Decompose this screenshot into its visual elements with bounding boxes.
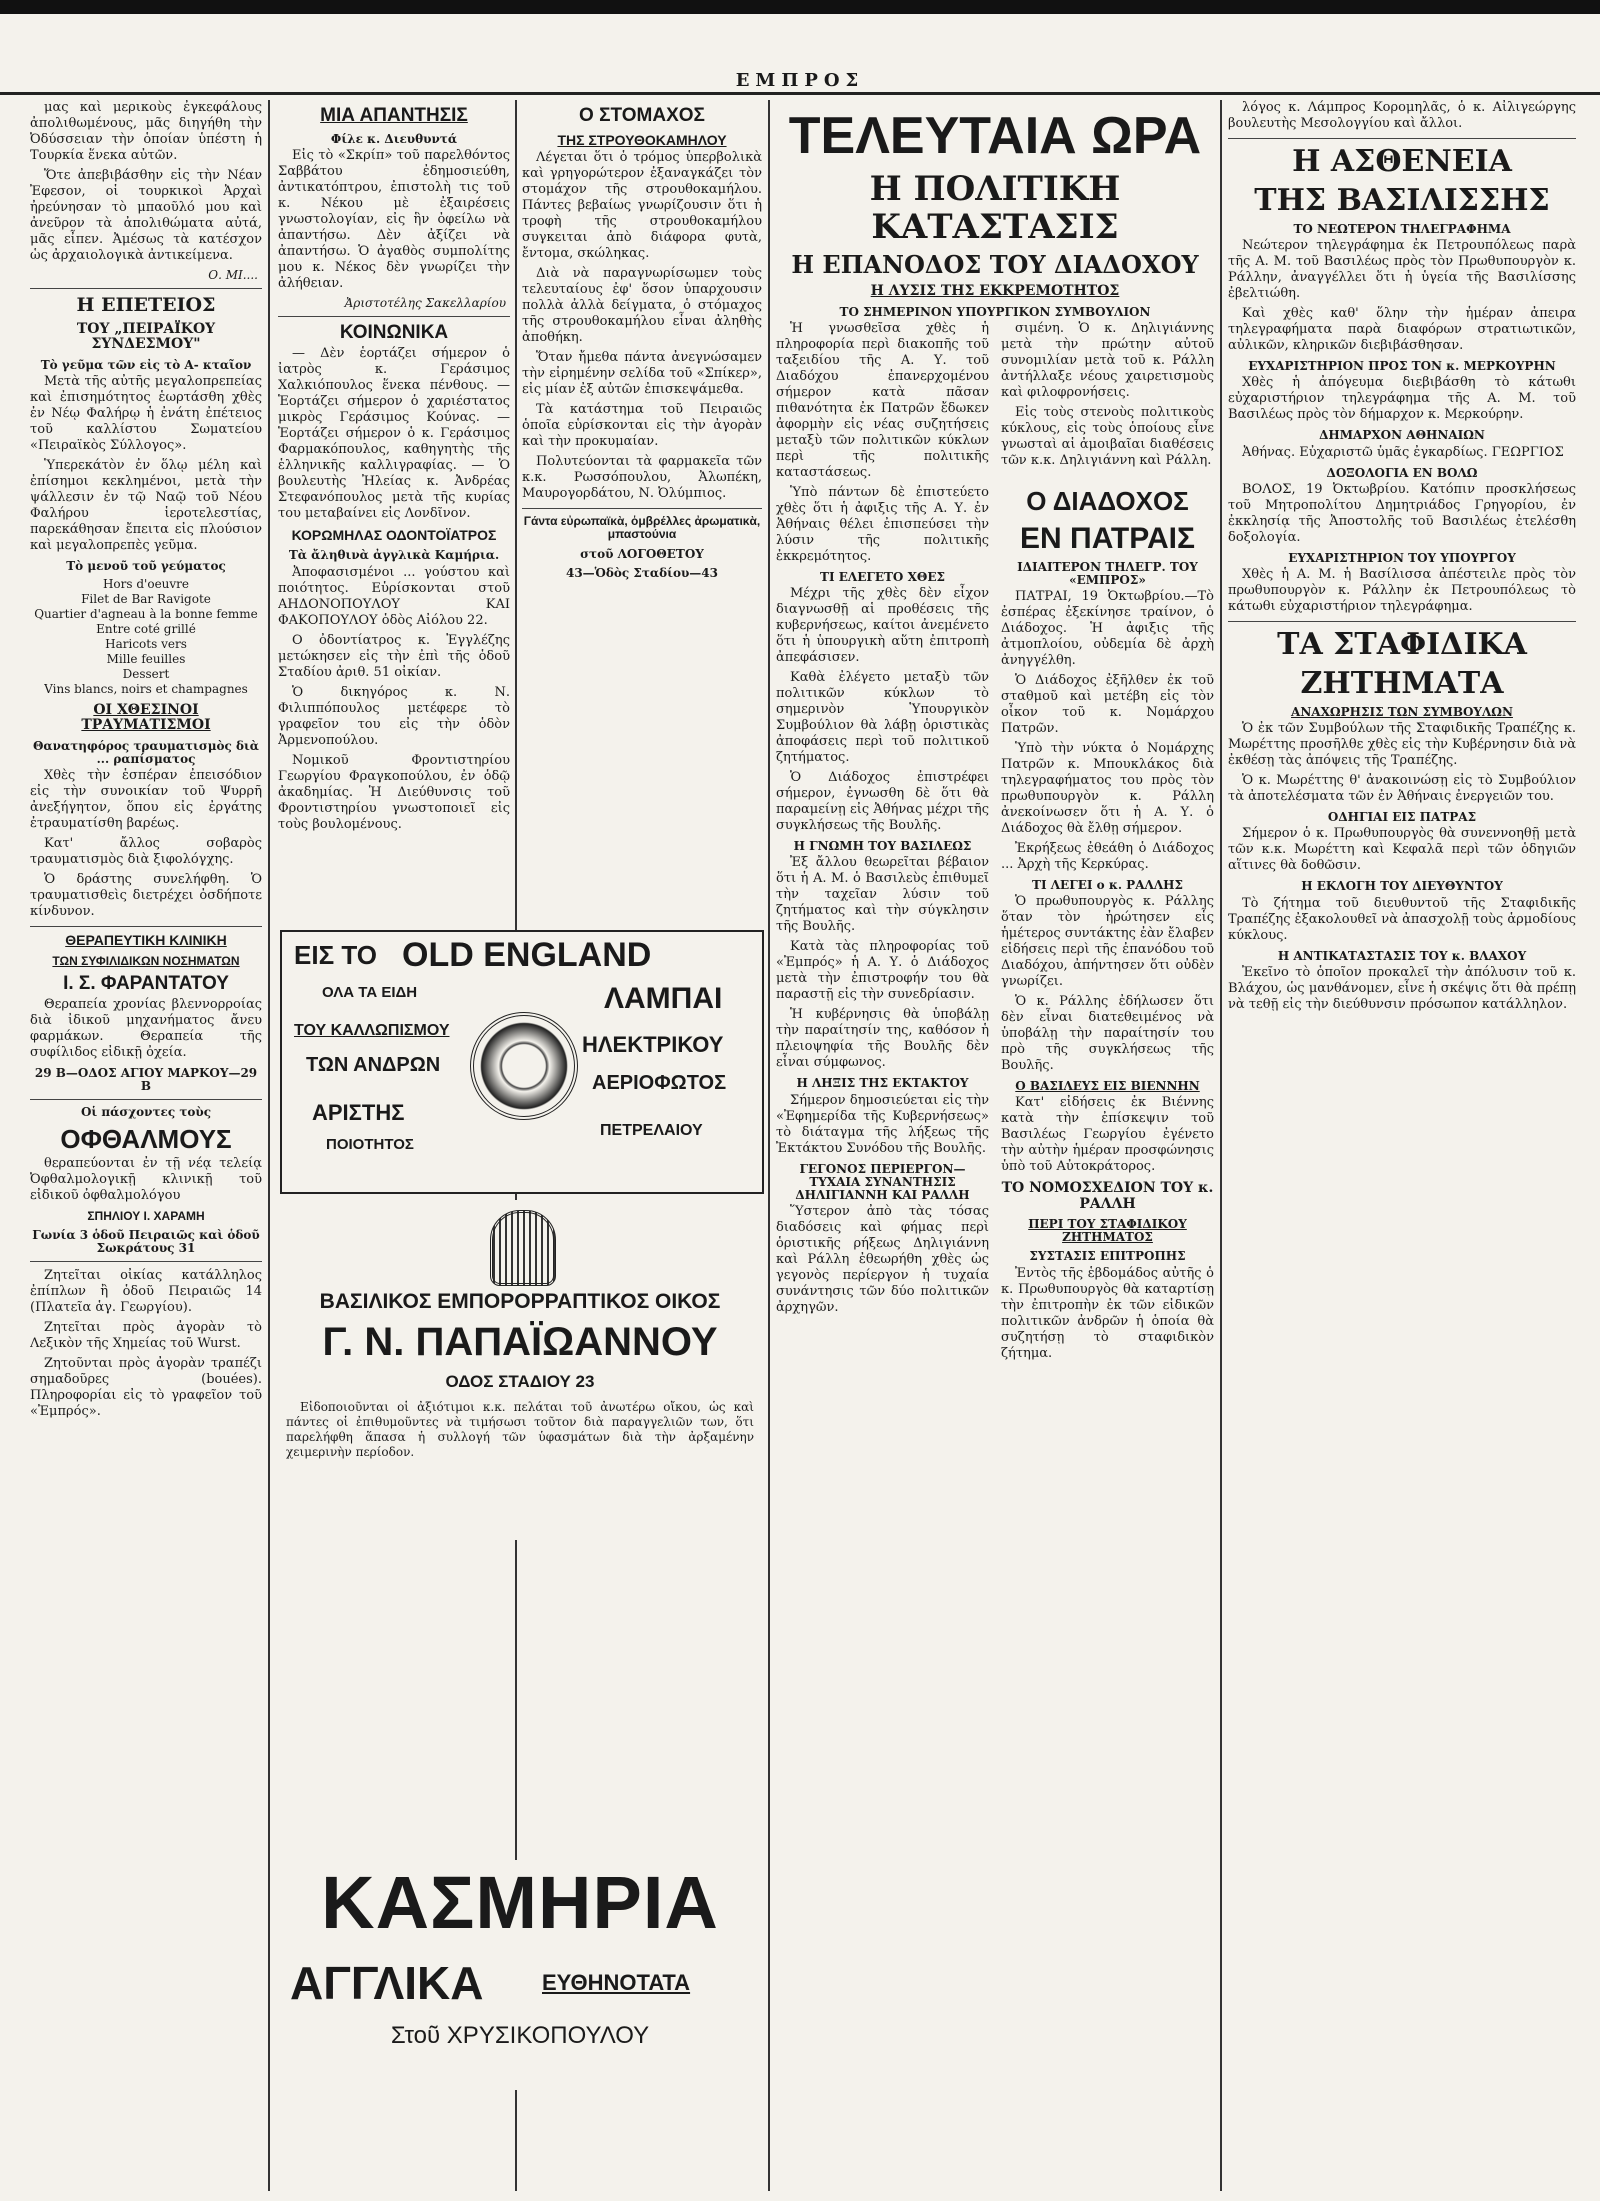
- section-title: ΕΥΧΑΡΙΣΤΗΡΙΟΝ ΠΡΟΣ ΤΟΝ κ. ΜΕΡΚΟΥΡΗΝ: [1248, 359, 1556, 374]
- section-title: ΔΗΜΑΡΧΟΝ ΑΘΗΝΑΙΩΝ: [1319, 428, 1485, 443]
- menu-item: Quartier d'agneau à la bonne femme: [34, 607, 258, 622]
- article-text: Καθὰ ἐλέγετο μεταξὺ τῶν πολιτικῶν κύκλων τὸ σημερινὸν Ὑπουργικὸν Συμβούλιον θὰ λάβῃ ὁριστικὰς ἀποφάσεις περὶ τοῦ πολιτικοῦ ζητήματος.: [776, 670, 989, 766]
- signature: Ο. ΜΙ....: [208, 268, 258, 282]
- coat-of-arms-icon: [490, 1210, 556, 1286]
- menu-item: Entre coté grillé: [96, 622, 196, 637]
- ad-doctor-name: ΣΠΗΛΙΟΥ Ι. ΧΑΡΑΜΗ: [87, 1208, 205, 1223]
- article-text: Ὑπὸ τὴν νύκτα ὁ Νομάρχης Πατρῶν κ. Μπουκλάκος διὰ τηλεγραφήματος του πρὸς τὸν πρωθυπουργὸν κ. Ράλλη ἀνεκοίνωσεν ὅτι ἡ Α. Υ. ὁ Διάδοχος θὰ ἔλθῃ σήμερον.: [1001, 740, 1214, 836]
- article-text: Κατ' εἰδήσεις ἐκ Βιέννης κατὰ τὴν ἐπίσκεψιν τοῦ Βασιλέως Γεωργίου ἐγένετο τὴν αὐτὴν ἡμέραν προσφώνησις ὑπὸ τοῦ Αὐτοκράτορος.: [1001, 1095, 1214, 1175]
- column-divider: [268, 100, 270, 2191]
- article-text: Χθὲς ἡ ἀπόγευμα διεβιβάσθη τὸ κάτωθι εὐχαριστήριον τηλεγράφημα τῆς Α. Μ. τοῦ Βασιλέως πρὸς τὸν δήμαρχον κ. Μερκούρην.: [1228, 375, 1576, 423]
- divider: [30, 1261, 262, 1262]
- ad-text: Θεραπεία χρονίας βλεννορροίας διὰ ἰδικοῦ μηχανήματος ἄνευ φαρμάκων. Θεραπεία τῆς συφίλιδος εἰδικῇ ὀχεία.: [30, 996, 262, 1060]
- article-text: Σήμερον ὁ κ. Πρωθυπουργὸς θὰ συνεννοηθῇ μετὰ τῶν κ.κ. Μωρέττη καὶ Κεφαλᾶ περὶ τῶν ὁδηγιῶν αἵτινες θὰ δοθῶσιν.: [1228, 826, 1576, 874]
- menu-item: Dessert: [122, 667, 170, 682]
- ad-text: θεραπεύονται ἐν τῇ νέᾳ τελείᾳ Ὀφθαλμολογικῇ κλινικῇ τοῦ εἰδικοῦ ὀφθαλμολόγου: [30, 1155, 262, 1203]
- article-text: Σήμερον δημοσιεύεται εἰς τὴν «Ἐφημερίδα τῆς Κυβερνήσεως» τὸ διάταγμα τῆς λήξεως τῆς Ἐκτάκτου Συνόδου τῆς Βουλῆς.: [776, 1092, 989, 1156]
- subcolumn-right: [1001, 321, 1214, 1366]
- cashmere-ad: [280, 1860, 760, 2090]
- ad-text: ΤΟΥ ΚΑΛΛΩΠΙΣΜΟΥ: [294, 1022, 450, 1039]
- headline: ΖΗΤΗΜΑΤΑ: [1300, 665, 1504, 701]
- article-text: Ἡ γνωσθεῖσα χθὲς ἡ πληροφορία περὶ διακοπῆς τοῦ ταξειδίου τῆς Α. Υ. τοῦ Διαδόχου ἐπανερχομένου σήμερον κατὰ πᾶσαν πιθανότητα ἐκ Πατρῶν ἔδωκεν ἀφορμὴν εἰς νέας συζητήσεις μεταξὺ τῶν πολιτικῶν κύκλων περὶ τῆς πολιτικῆς καταστάσεως.: [776, 320, 989, 480]
- ad-text: ΠΟΙΟΤΗΤΟΣ: [326, 1136, 414, 1153]
- ad-text: ΕΙΣ ΤΟ: [294, 940, 378, 970]
- ad-text: Ἀποφασισμένοι ... γούστου καὶ ποιότητος. Εὑρίσκονται στοῦ ΑΗΔΟΝΟΠΟΥΛΟΥ ΚΑΙ ΦΑΚΟΠΟΥΛΟΥ ὁδὸς Αἰόλου 22.: [278, 564, 510, 628]
- section-title: ΔΟΞΟΛΟΓΙΑ ΕΝ ΒΟΛΩ: [1326, 465, 1478, 480]
- ad-headline: ΘΕΡΑΠΕΥΤΙΚΗ ΚΛΙΝΙΚΗ: [65, 932, 227, 949]
- article-text: Ἐκρήξεως ἐθεάθη ὁ Διάδοχος ... Ἀρχὴ τῆς Κερκύρας.: [1001, 840, 1214, 872]
- section-title: ΟΔΗΓΙΑΙ ΕΙΣ ΠΑΤΡΑΣ: [1327, 810, 1477, 825]
- headline: ΟΙ ΧΘΕΣΙΝΟΙ ΤΡΑΥΜΑΤΙΣΜΟΙ: [81, 702, 211, 734]
- ad-text: ΒΑΣΙΛΙΚΟΣ ΕΜΠΟΡΟΡΡΑΠΤΙΚΟΣ ΟΙΚΟΣ: [319, 1290, 721, 1313]
- ad-shop-name: στοῦ ΛΟΓΟΘΕΤΟΥ: [580, 546, 704, 561]
- divider: [1228, 621, 1576, 622]
- article-text: Ὁ πρωθυπουργὸς κ. Ράλλης ὅταν τὸν ἠρώτησεν εἷς ἡμέτερος συντάκτης ἐὰν ἔλαβεν εἰδήσεις περὶ τῆς ἐπανόδου τοῦ Διαδόχου, ἀπήντησεν ὅτι οὐδὲν γνωρίζει.: [1001, 894, 1214, 990]
- article-text: Διὰ νὰ παραγνωρίσωμεν τοὺς τελευταίους ἐφ' ὅσον ὑπαρχουσιν πολλὰ ἀλλὰ δείγματα, ὁ στόμαχος τῆς στρουθοκαμήλου εἶναι ἀληθὴς ἀποθήκη.: [522, 266, 762, 346]
- ad-text: ΕΥΘΗΝΟΤΑΤΑ: [542, 1970, 691, 1995]
- article-text: λόγος κ. Λάμπρος Κορομηλᾶς, ὁ κ. Αἰλιγεώργης βουλευτὴς Μεσολογγίου καὶ ἄλλοι.: [1228, 100, 1576, 131]
- article-text: Ὁ ἐκ τῶν Συμβούλων τῆς Σταφιδικῆς Τραπέζης κ. Μωρέττης προσῆλθε χθὲς εἰς τὴν Κυβέρνησιν διὰ νὰ ἐκθέσῃ τὰς ἀπόψεις τῆς Τραπέζης.: [1228, 721, 1576, 769]
- article-text: Ἐξ ἄλλου θεωρεῖται βέβαιον ὅτι ἡ Α. Μ. ὁ Βασιλεὺς ἐπιθυμεῖ τὴν ταχεῖαν λύσιν τοῦ ζητήματος καὶ τὴν σύγκλησιν τῆς Βουλῆς.: [776, 855, 989, 935]
- subheadline: Φίλε κ. Διευθυντά: [330, 131, 458, 146]
- article-text: Ἐντὸς τῆς ἑβδομάδος αὐτῆς ὁ κ. Πρωθυπουργὸς θὰ καταρτίσῃ τὴν ἐπιτροπὴν ἐκ τῶν εἰδικῶν πολιτικῶν ἀνδρῶν ἡ ὁποία θὰ συζητήσῃ τὸ σταφιδικὸν ζήτημα.: [1001, 1265, 1214, 1361]
- menu-item: Mille feuilles: [106, 652, 186, 667]
- article-text: ΒΟΛΟΣ, 19 Ὀκτωβρίου. Κατόπιν προσκλήσεως τοῦ Μητροπολίτου Δημητριάδος Γρηγορίου, ἐν ἐκκλησίᾳ τῆς Ἀποστολῆς τοῦ Βασιλέως ἐτελέσθη δοξολογία.: [1228, 481, 1576, 545]
- classified-ad: Ζητεῖται οἰκίας κατάλληλος ἐπίπλων ἢ ὁδοῦ Πειραιῶς 14 (Πλατεῖα ἁγ. Γεωργίου).: [30, 1268, 262, 1316]
- ad-text: ΗΛΕΚΤΡΙΚΟΥ: [582, 1032, 724, 1057]
- ad-text: ΤΩΝ ΑΝΔΡΩΝ: [306, 1054, 441, 1076]
- column-1: [30, 100, 262, 2191]
- article-text: Μέχρι τῆς χθὲς δὲν εἶχον διαγνωσθῇ αἱ προθέσεις τῆς κυβερνήσεως, καίτοι ἀνεμένετο ὅτι ἡ ὑπουργικὴ αὕτη ἐπιτροπὴ ἀπεφάσισεν.: [776, 586, 989, 666]
- ad-headline: Γ. Ν. ΠΑΠΑΪΩΑΝΝΟΥ: [322, 1320, 718, 1364]
- subheadline: ΑΝΑΧΩΡΗΣΙΣ ΤΩΝ ΣΥΜΒΟΥΛΩΝ: [1291, 704, 1513, 719]
- ad-headline: ΟΦΘΑΛΜΟΥΣ: [60, 1124, 232, 1155]
- section-title: ΕΥΧΑΡΙΣΤΗΡΙΟΝ ΤΟΥ ΥΠΟΥΡΓΟΥ: [1288, 550, 1516, 565]
- subheadline: Θανατηφόρος τραυματισμὸς διὰ ... ραπίσματος: [32, 738, 260, 767]
- article-text: Νομικοῦ Φροντιστηρίου Γεωργίου Φραγκοπούλου, ἐν ὁδῷ ἀκαδημίας. Ἡ Διεύθυνσις τοῦ Φροντιστηρίου γνωστοποιεῖ εἰς τοὺς βουλομένους.: [278, 752, 510, 832]
- article-text: Νεώτερον τηλεγράφημα ἐκ Πετρουπόλεως παρὰ τῆς Α. Μ. τοῦ Βασιλέως πρὸς τὸν Πρωθυπουργὸν κ. Ράλλην, ἀναγγέλλει ὅτι ἡ ὑγεία τῆς Βασιλίσσης ἐβελτιώθη.: [1228, 238, 1576, 302]
- headline: Ο ΣΤΟΜΑΧΟΣ: [579, 105, 705, 126]
- headline: Η ΕΠΑΝΟΔΟΣ ΤΟΥ ΔΙΑΔΟΧΟΥ: [791, 249, 1199, 279]
- article-text: Ὁ Διάδοχος ἐξῆλθεν ἐκ τοῦ σταθμοῦ καὶ μετέβη εἰς τὸν οἶκον τοῦ κ. Νομάρχου Πατρῶν.: [1001, 672, 1214, 736]
- article-text: Χθὲς ἡ Α. Μ. ἡ Βασίλισσα ἀπέστειλε πρὸς τὸν πρωθυπουργὸν κ. Ράλλην ἐκ Πετρουπόλεως τὸ κάτωθι εὐχαριστήριον τηλεγράφημα.: [1228, 566, 1576, 614]
- headline: ΤΑ ΣΤΑΦΙΔΙΚΑ: [1277, 626, 1527, 662]
- subheadline: ΤΟΥ „ΠΕΙΡΑΪΚΟΥ ΣΥΝΔΕΣΜΟΥ": [76, 320, 216, 353]
- headline: ΚΟΙΝΩΝΙΚΑ: [339, 322, 449, 344]
- ad-headline: ΚΑΣΜΗΡΙΑ: [321, 1861, 719, 1944]
- divider: [30, 1099, 262, 1100]
- article-text: — Δὲν ἑορτάζει σήμερον ὁ ἰατρὸς κ. Γεράσιμος Χαλκιόπουλος ἕνεκα πένθους. — Ἑορτάζει σήμερον ὁ χαριέστατος μικρὸς Γεράσιμος Κούνας. — Ἑορτάζει σήμερον ὁ κ. Γεράσιμος Φαρμακόπουλος, καθηγητὴς τῆς ἑλληνικῆς καλλιγραφίας. — Ὁ βουλευτὴς Ἠλείας κ. Ἀνδρέας Στεφανόπουλος μετὰ τῆς κυρίας του μεταβαίνει εἰς Λονδῖνον.: [278, 345, 510, 521]
- section-title: Ο ΒΑΣΙΛΕΥΣ ΕΙΣ ΒΙΕΝΝΗΝ: [1015, 1079, 1200, 1094]
- article-text: Ὁ κ. Μωρέττης θ' ἀνακοινώσῃ εἰς τὸ Συμβούλιον τὰ ἀποτελέσματα τῶν ἐν Ἀθήναις ἐνεργειῶν του.: [1228, 773, 1576, 805]
- article-text: Ὑπὸ πάντων δὲ ἐπιστεύετο χθὲς ὅτι ἡ ἀφιξις τῆς Α. Υ. ἐν Ἀθήναις θέλει ἐπισπεύσει τὴν λύσιν τῆς πολιτικῆς ἐκκρεμότητος.: [776, 484, 989, 564]
- article-text: σιμένη. Ὁ κ. Δηλιγιάννης μετὰ τὴν πρώτην αὐτοῦ συνομιλίαν μετὰ τοῦ κ. Ράλλη ἀντήλλαξε νέους χαιρετισμοὺς καὶ φιλοφρονήσεις.: [1001, 320, 1214, 400]
- section-title: Η ΓΝΩΜΗ ΤΟΥ ΒΑΣΙΛΕΩΣ: [793, 839, 972, 854]
- ad-text: ΑΡΙΣΤΗΣ: [312, 1100, 405, 1125]
- ad-text: ΟΛΑ ΤΑ ΕΙΔΗ: [322, 984, 418, 1001]
- headline: Η ΠΟΛΙΤΙΚΗ ΚΑΤΑΣΤΑΣΙΣ: [869, 169, 1121, 247]
- column-5: [1228, 100, 1576, 2191]
- article-text: Κατὰ τὰς πληροφορίας τοῦ «Ἐμπρός» ἡ Α. Υ. ὁ Διάδοχος μετὰ τὴν ἐπιστροφήν του θὰ παραστῇ εἰς τὴν συνεδρίασιν.: [776, 939, 989, 1003]
- article-text: Εἰς τοὺς στενοὺς πολιτικοὺς κύκλους, εἰς τοὺς ὁποίους εἶνε γνωσταὶ αἱ ἀμοιβαῖαι διαθέσεις τῶν κ.κ. Δηλιγιάννη καὶ Ράλλη.: [1001, 404, 1214, 468]
- ad-pretitle: Οἱ πάσχοντες τοὺς: [80, 1105, 212, 1120]
- ad-shop-name: Στοῦ ΧΡΥΣΙΚΟΠΟΥΛΟΥ: [390, 2022, 650, 2049]
- subheadline: Η ΛΥΣΙΣ ΤΗΣ ΕΚΚΡΕΜΟΤΗΤΟΣ: [870, 283, 1120, 300]
- divider: [30, 926, 262, 927]
- section-title: ΓΕΓΟΝΟΣ ΠΕΡΙΕΡΓΟΝ—ΤΥΧΑΙΑ ΣΥΝΑΝΤΗΣΙΣ ΔΗΛΙΓΙΑΝΝΗ ΚΑΙ ΡΑΛΛΗ: [795, 1161, 970, 1202]
- subheadline: Τὸ γεῦμα τῶν εἰς τὸ Α- κταῖον: [40, 357, 252, 372]
- old-england-ad: [280, 930, 764, 1194]
- ad-headline: ΚΟΡΩΜΗΛΑΣ ΟΔΟΝΤΟΪΑΤΡΟΣ: [291, 526, 497, 543]
- divider: [30, 288, 262, 289]
- section-title: ΤΙ ΛΕΓΕΙ ο κ. ΡΑΛΛΗΣ: [1032, 877, 1183, 892]
- article-text: Ὅτε ἀπεβιβάσθην εἰς τὴν Νέαν Ἐφεσον, οἱ τουρκικοὶ Ἀρχαὶ ἠρεύνησαν τὸ μπαοῦλό μου καὶ ἀνεῦρον τὰ ἀπολιθώματα αὐτά, μᾶς εἶπεν. Ἀμέσως τὰ κατέσχον ὡς ἀρχαιολογικὰ ἀντικείμενα.: [30, 168, 262, 263]
- article-text: Μετὰ τῆς αὐτῆς μεγαλοπρεπείας καὶ ἐπισημότητος ἑωρτάσθη χθὲς ἐν Νέῳ Φαλήρῳ ἡ ἐνάτη ἐπέτειος τοῦ καλλίστου Σωματείου «Πειραϊκὸς Σύλλογος».: [30, 373, 262, 453]
- section-title: ΤΟ ΝΟΜΟΣΧΕΔΙΟΝ ΤΟΥ κ. ΡΑΛΛΗ: [1001, 1180, 1214, 1212]
- headline: ΤΗΣ ΒΑΣΙΛΙΣΣΗΣ: [1254, 183, 1550, 218]
- menu-item: Vins blancs, noirs et champagnes: [44, 682, 248, 697]
- article-text: Τὸ ζήτημα τοῦ διευθυντοῦ τῆς Σταφιδικῆς Τραπέζης ἐξακολουθεῖ νὰ ἀπασχολῇ τοὺς ἁρμοδίους κύκλους.: [1228, 895, 1576, 943]
- article-text: Χθὲς τὴν ἑσπέραν ἐπεισόδιον εἰς τὴν συνοικίαν τοῦ Ψυρρῆ ἀνεξήγητον, ὅπου εἰς ἐργάτης ἐτραυματίσθη βαρέως.: [30, 768, 262, 832]
- section-title: Η ΛΗΞΙΣ ΤΗΣ ΕΚΤΑΚΤΟΥ: [796, 1076, 969, 1091]
- article-text: μας καὶ μερικοὺς ἐγκεφάλους ἀπολιθωμένους, μᾶς διηγήθη τὴν Ὀδύσσειαν τὴν ὁποίαν ὑπέστη ἡ Τουρκία ἕνεκα αὐτῶν.: [30, 100, 262, 163]
- subheadline: ΠΕΡΙ ΤΟΥ ΣΤΑΦΙΔΙΚΟΥ ΖΗΤΗΜΑΤΟΣ: [1028, 1217, 1187, 1245]
- article-text: Ὑπερεκάτὸν ἐν ὅλῳ μέλη καὶ ἐπίσημοι κεκλημένοι, μετὰ τὴν ψάλλεσιν ἐν τῷ Ναῷ τοῦ Νέου Φαλήρου ἱεροτελεστίας, παρεκάθησαν ἔπειτα εἰς πλούσιον καὶ μεγαλοπρεπὲς γεῦμα.: [30, 457, 262, 553]
- ad-subheadline: ΤΩΝ ΣΥΦΙΛΙΔΙΚΩΝ ΝΟΣΗΜΑΤΩΝ: [52, 953, 240, 968]
- article-text: Καὶ χθὲς καθ' ὅλην τὴν ἡμέραν ἀπειρα τηλεγραφήματα παρὰ διαφόρων στρατιωτικῶν, αὐλικῶν, κληρικῶν διεβιβάσθησαν.: [1228, 306, 1576, 354]
- ad-doctor-name: Ι. Σ. ΦΑΡΑΝΤΑΤΟΥ: [63, 972, 229, 994]
- column-divider: [768, 100, 770, 2191]
- subheadline: ΙΔΙΑΙΤΕΡΟΝ ΤΗΛΕΓΡ. ΤΟΥ «ΕΜΠΡΟΣ»: [1017, 559, 1198, 587]
- column-2: [278, 100, 510, 919]
- ad-text: ΑΕΡΙΟΦΩΤΟΣ: [592, 1072, 727, 1094]
- divider: [278, 316, 510, 317]
- section-title: ΤΙ ΕΛΕΓΕΤΟ ΧΘΕΣ: [820, 569, 945, 584]
- subheadline: ΤΟ ΝΕΩΤΕΡΟΝ ΤΗΛΕΓΡΑΦΗΜΑ: [1293, 222, 1511, 236]
- ad-headline: ΛΑΜΠΑΙ: [604, 982, 723, 1015]
- ad-subheadline: Τὰ ἄληθινὰ ἀγγλικὰ Καμήρια.: [288, 548, 500, 563]
- subheadline: ΤΗΣ ΣΤΡΟΥΘΟΚΑΜΗΛΟΥ: [557, 131, 727, 148]
- article-text: Ὕστερον ἀπὸ τὰς τόσας διαδόσεις καὶ φήμας περὶ ὁριστικῆς ρήξεως Δηλιγιάννη καὶ Ράλλη ἐθεωρήθη χθὲς ὡς γεγονὸς περίεργον ἡ τυχαία συνάντησις τῶν δύο πολιτικῶν ἀρχηγῶν.: [776, 1204, 989, 1316]
- royal-crest-icon: [470, 1012, 578, 1120]
- column-4: [776, 100, 1214, 2191]
- article-text: Τὰ κατάστημα τοῦ Πειραιῶς ὁποῖα εὑρίσκονται εἰς τὴν ἀγορὰν καὶ τὴν προκυμαίαν.: [522, 402, 762, 450]
- ad-address: Γωνία 3 ὁδοῦ Πειραιῶς καὶ ὁδοῦ Σωκράτους 31: [32, 1228, 260, 1256]
- article-text: Λέγεται ὅτι ὁ τρόμος ὑπερβολικὰ καὶ γρηγορώτερον ἐξαναγκάζει τὸν στομάχον τῆς στρουθοκαμήλου. Πάντες βεβαίως γνωρίζουσιν ὅτι ἡ τροφὴ τῆς στρουθοκαμήλου συγκειται ἀπὸ διάφορα φυτὰ, ἔντομα, σκώληκας.: [522, 150, 762, 262]
- signature: Ἀριστοτέλης Σακελλαρίου: [344, 296, 506, 311]
- article-text: Ὁ δράστης συνελήφθη. Ὁ τραυματισθεὶς διετρέχει ὀσδήποτε κίνδυνον.: [30, 872, 262, 920]
- menu-label: Τὸ μενοῦ τοῦ γεύματος: [66, 558, 226, 573]
- classified-ad: Ζητεῖται πρὸς ἀγορὰν τὸ Λεξικὸν τῆς Χημείας τοῦ Wurst.: [30, 1320, 262, 1352]
- headline: Ο ΔΙΑΔΟΧΟΣ: [1026, 485, 1189, 516]
- menu-item: Haricots vers: [105, 637, 187, 652]
- masthead: ΕΜΠΡΟΣ: [735, 70, 865, 91]
- article-text: Ὁ κ. Ράλλης ἐδήλωσεν ὅτι δὲν εἶναι διατεθειμένος νὰ ὑποβάλῃ τὴν παραίτησίν του πρὸ τῆς συγκλήσεως τῆς Βουλῆς.: [1001, 994, 1214, 1074]
- article-text: Ὁ Διάδοχος ἐπιστρέφει σήμερον, ἐγνωσθη δὲ ὅτι θὰ παραμείνῃ εἰς Ἀθήνας μέχρι τῆς συγκλήσεως τῆς Βουλῆς.: [776, 770, 989, 834]
- menu-list: [30, 577, 262, 697]
- masthead-rule: [0, 92, 1600, 95]
- section-title: Η ΕΚΛΟΓΗ ΤΟΥ ΔΙΕΥΘΥΝΤΟΥ: [1301, 879, 1503, 894]
- divider: [1228, 138, 1576, 139]
- ad-address: 43—Ὁδὸς Σταδίου—43: [565, 565, 719, 580]
- article-text: Πολυτεύονται τὰ φαρμακεῖα τῶν κ.κ. Ρωσσόπουλου, Ἀλωπέκη, Μαυρογορδάτου, Ν. Ὀλύμπιος.: [522, 454, 762, 502]
- article-text: Κατ' ἄλλος σοβαρὸς τραυματισμὸς διὰ ξιφολόγχης.: [30, 836, 262, 868]
- article-text: ΠΑΤΡΑΙ, 19 Ὀκτωβρίου.—Τὸ ἐσπέρας ἐξεκίνησε τραίνον, ὁ Διάδοχος. Ἡ ἀφιξις τῆς ἀτμοπλοίου, οὐδεμία δὲ ἀρχὴ ἀνηγγέλθη.: [1001, 588, 1214, 668]
- royal-tailor-ad: [280, 1200, 760, 1540]
- section-title: Η ΑΝΤΙΚΑΤΑΣΤΑΣΙΣ ΤΟΥ κ. ΒΛΑΧΟΥ: [1277, 948, 1527, 963]
- classified-ad: Ζητοῦνται πρὸς ἀγορὰν τραπέζι σημαδοῦρες (bouées). Πληροφορίαι εἰς τὸ γραφεῖον τοῦ «Ἐμπρός».: [30, 1356, 262, 1420]
- headline: ΤΕΛΕΥΤΑΙΑ ΩΡΑ: [788, 107, 1202, 165]
- column-divider: [1220, 100, 1222, 2191]
- headline: Η ΑΣΘΕΝΕΙΑ: [1292, 144, 1512, 179]
- subcolumn-left: [776, 321, 989, 1366]
- subheadline: ΣΥΣΤΑΣΙΣ ΕΠΙΤΡΟΠΗΣ: [1029, 1249, 1186, 1264]
- divider: [522, 508, 762, 509]
- ad-text: ΑΓΓΛΙΚΑ: [290, 1957, 484, 2009]
- menu-item: Hors d'oeuvre: [102, 577, 190, 592]
- headline: Η ΕΠΕΤΕΙΟΣ: [76, 294, 216, 316]
- article-text: Ὅταν ἤμεθα πάντα ἀνεγνώσαμεν τὴν εἰρημένην σελίδα τοῦ «Σπίκερ», εἰς μίαν ἐξ αὐτῶν ἐπισκεψάμεθα.: [522, 350, 762, 398]
- ad-headline: OLD ENGLAND: [402, 936, 652, 974]
- article-text: Εἰς τὸ «Σκρίπ» τοῦ παρελθόντος Σαββάτου ἐδημοσιεύθη, ἀντικατόπτρου, ἐπιστολὴ τις τοῦ κ. Νέκου μὲ ἐξαιρέσεις γνωστολογίαν, εἰς ἣν ὀφείλω νὰ ἀπαντήσω. Δὲν ἀξίζει νὰ ἀπαντήσω. Ὁ ἀγαθὸς συμπολίτης μου κ. Νέκος δὲν γνωρίζει τὴν ἀλήθειαν.: [278, 148, 510, 292]
- headline: ΕΝ ΠΑΤΡΑΙΣ: [1020, 521, 1195, 555]
- ad-text: Εἰδοποιοῦνται οἱ ἀξιότιμοι κ.κ. πελάται τοῦ ἀνωτέρω οἴκου, ὡς καὶ πάντες οἱ ἐπιθυμοῦντες νὰ τιμήσωσι τοῦτον διὰ παραγγελιῶν των, ὅτι παρελήφθη ἅπασα ἡ συλλογή τῶν ὑφασμάτων διὰ τὴν ἀρξαμένην χειμερινὴν περίοδον.: [286, 1400, 754, 1459]
- article-text: Ο ὀδοντίατρος κ. Ἐγγλέζης μετώκησεν εἰς τὴν ἐπὶ τῆς ὁδοῦ Σταδίου ἀριθ. 51 οἰκίαν.: [278, 632, 510, 680]
- article-text: Ἐκεῖνο τὸ ὁποῖον προκαλεῖ τὴν ἀπόλυσιν τοῦ κ. Βλάχου, ὡς μανθάνομεν, εἶνε ἡ σκέψις ὅτι θὰ πρέπῃ νὰ τεθῇ εἰς τὴν διεύθυνσιν πρόσωπον κατάλληλον.: [1228, 964, 1576, 1012]
- ad-address: 29 Β—ΟΔΟΣ ΑΓΙΟΥ ΜΑΡΚΟΥ—29 Β: [34, 1065, 258, 1093]
- two-column-body: [776, 321, 1214, 1366]
- page-top-band: [0, 0, 1600, 14]
- menu-item: Filet de Bar Ravigote: [81, 592, 211, 607]
- column-3: [522, 100, 762, 919]
- article-text: Ἀθήνας. Εὐχαριστῶ ὑμᾶς ἐγκαρδίως. ΓΕΩΡΓΙΟΣ: [1242, 444, 1564, 460]
- article-text: Ἡ κυβέρνησις θὰ ὑποβάλῃ τὴν παραίτησίν της, καθόσον ἡ πλειοψηφία τῆς Βουλῆς δὲν εἶναι σύμφωνος.: [776, 1007, 989, 1071]
- headline: ΜΙΑ ΑΠΑΝΤΗΣΙΣ: [320, 105, 468, 126]
- ad-headline: Γάντα εὐρωπαϊκὰ, ὁμβρέλλες ἀρωματικὰ, μπαστούνια: [523, 514, 761, 542]
- ad-text: ΠΕΤΡΕΛΑΙΟΥ: [600, 1122, 703, 1139]
- article-text: Ὁ δικηγόρος κ. Ν. Φιλιππόπουλος μετέφερε τὸ γραφεῖον του εἰς τὴν ὁδὸν Ἀρμενοπούλου.: [278, 684, 510, 748]
- subheadline: ΤΟ ΣΗΜΕΡΙΝΟΝ ΥΠΟΥΡΓΙΚΟΝ ΣΥΜΒΟΥΛΙΟΝ: [839, 304, 1151, 319]
- ad-address: ΟΔΟΣ ΣΤΑΔΙΟΥ 23: [445, 1372, 595, 1391]
